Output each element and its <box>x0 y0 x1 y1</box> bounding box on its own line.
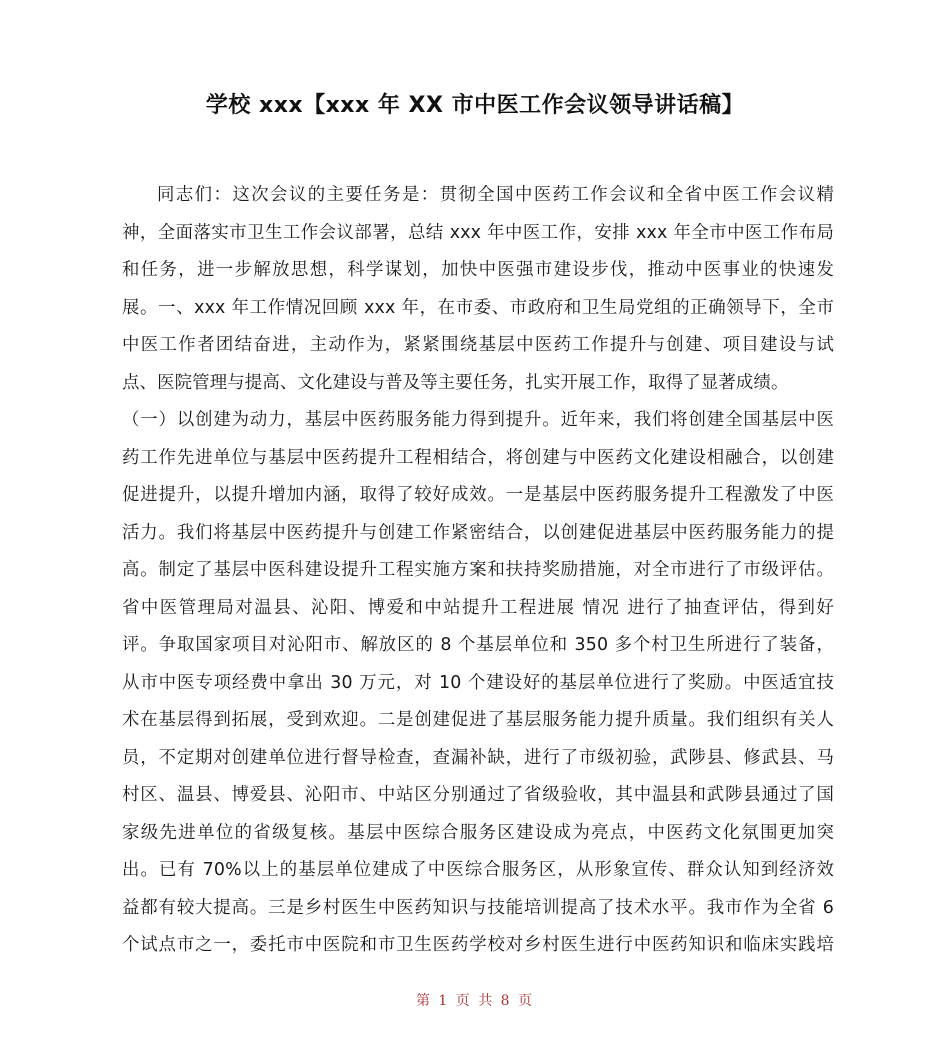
body-line: 高。制定了基层中医科建设提升工程实施方案和扶持奖励措施，对全市进行了市级评估。 <box>122 560 834 580</box>
body-line: 家级先进单位的省级复核。基层中医综合服务区建设成为亮点，中医药文化氛围更加突 <box>122 822 834 843</box>
body-line: 村区、温县、博爱县、沁阳市、中站区分别通过了省级验收，其中温县和武陟县通过了国 <box>122 785 834 805</box>
page-number: 第 1 页 共 8 页 <box>415 993 535 1009</box>
body-line: 中医工作者团结奋进，主动作为，紧紧围绕基层中医药工作提升与创建、项目建设与试 <box>122 335 834 355</box>
body-line: 展。一、xxx 年工作情况回顾 xxx 年，在市委、市政府和卫生局党组的正确领导下，全市 <box>122 297 834 318</box>
body-line: 同志们：这次会议的主要任务是：贯彻全国中医药工作会议和全省中医工作会议精 <box>157 185 834 205</box>
body-line: 从市中医专项经费中拿出 30 万元，对 10 个建设好的基层单位进行了奖励。中医适宜技 <box>122 672 834 693</box>
body-line: 个试点市之一，委托市中医院和市卫生医药学校对乡村医生进行中医药知识和临床实践培 <box>122 935 834 955</box>
body-line: 评。争取国家项目对沁阳市、解放区的 8 个基层单位和 350 多个村卫生所进行了装备， <box>122 635 834 655</box>
body-line: 省中医管理局对温县、沁阳、博爱和中站提升工程进展 情况 进行了抽查评估，得到好 <box>122 597 834 618</box>
body-line: 药工作先进单位与基层中医药提升工程相结合，将创建与中医药文化建设相融合，以创建 <box>122 447 834 468</box>
body-line: 和任务，进一步解放思想，科学谋划，加快中医强市建设步伐，推动中医事业的快速发 <box>122 260 834 280</box>
body-line: 出。已有 70%以上的基层单位建成了中医综合服务区，从形象宣传、群众认知到经济效 <box>122 860 834 880</box>
body-line: 促进提升，以提升增加内涵，取得了较好成效。一是基层中医药服务提升工程激发了中医 <box>122 485 834 505</box>
body-line: 术在基层得到拓展，受到欢迎。二是创建促进了基层服务能力提升质量。我们组织有关人 <box>122 710 834 730</box>
body-line: 神，全面落实市卫生工作会议部署，总结 xxx 年中医工作，安排 xxx 年全市中医工作布局 <box>122 222 834 243</box>
body-line: （一）以创建为动力，基层中医药服务能力得到提升。近年来，我们将创建全国基层中医 <box>122 410 834 430</box>
body-line: 员，不定期对创建单位进行督导检查，查漏补缺，进行了市级初验，武陟县、修武县、马 <box>122 747 834 768</box>
document-body <box>122 177 834 965</box>
document-title: 学校 xxx【xxx 年 XX 市中医工作会议领导讲话稿】 <box>205 93 745 118</box>
body-line: 点、医院管理与提高、文化建设与普及等主要任务，扎实开展工作，取得了显著成绩。 <box>122 372 789 393</box>
body-line: 活力。我们将基层中医药提升与创建工作紧密结合，以创建促进基层中医药服务能力的提 <box>122 522 834 543</box>
body-line: 益都有较大提高。三是乡村医生中医药知识与技能培训提高了技术水平。我市作为全省 6 <box>122 897 834 918</box>
